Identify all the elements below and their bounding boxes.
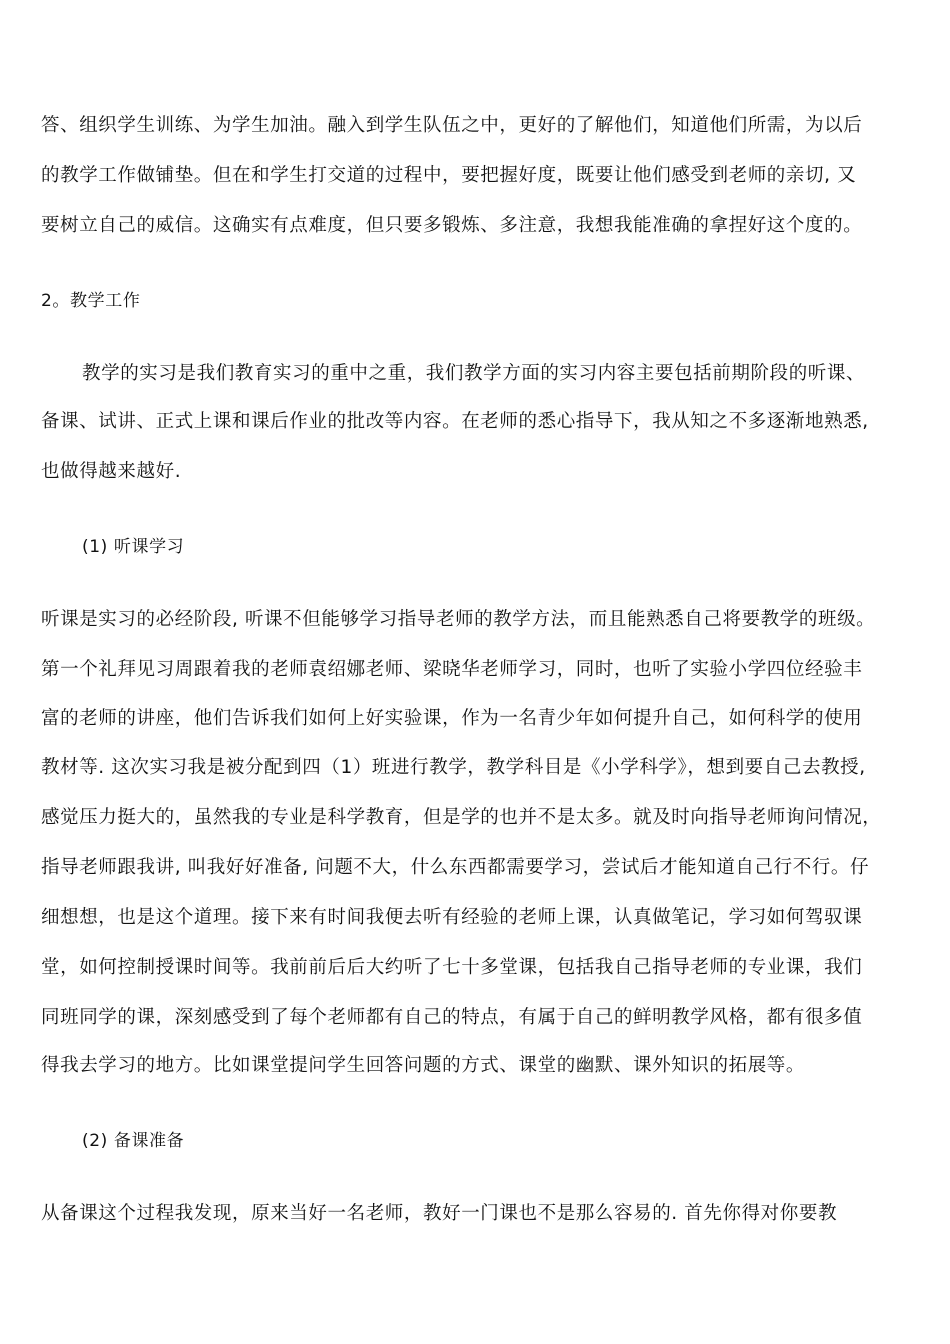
paragraph-line: 听课是实习的必经阶段, 听课不但能够学习指导老师的教学方法，而且能熟悉自己将要教学的班级。 bbox=[41, 609, 876, 630]
sub-heading: (1) 听课学习 bbox=[82, 537, 185, 557]
paragraph-line: 同班同学的课，深刻感受到了每个老师都有自己的特点，有属于自己的鲜明教学风格，都有很多值 bbox=[41, 1007, 863, 1028]
paragraph-line: 得我去学习的地方。比如课堂提问学生回答问题的方式、课堂的幽默、课外知识的拓展等。 bbox=[41, 1055, 806, 1076]
paragraph-line: 第一个礼拜见习周跟着我的老师袁绍娜老师、梁晓华老师学习，同时，也听了实验小学四位经验丰 bbox=[41, 659, 863, 680]
paragraph-line: 从备课这个过程我发现，原来当好一名老师，教好一门课也不是那么容易的. 首先你得对你要教 bbox=[41, 1203, 838, 1224]
paragraph-line: 也做得越来越好. bbox=[41, 461, 182, 482]
sub-heading: (2) 备课准备 bbox=[82, 1131, 185, 1151]
paragraph-line: 细想想，也是这个道理。接下来有时间我便去听有经验的老师上课，认真做笔记，学习如何驾驭课 bbox=[41, 907, 863, 928]
paragraph-line: 堂，如何控制授课时间等。我前前后后大约听了七十多堂课，包括我自己指导老师的专业课，我们 bbox=[41, 957, 863, 978]
paragraph-line: 感觉压力挺大的，虽然我的专业是科学教育，但是学的也并不是太多。就及时向指导老师询问情况， bbox=[41, 807, 882, 828]
paragraph-line: 指导老师跟我讲, 叫我好好准备, 问题不大，什么东西都需要学习，尝试后才能知道自己行不行。仔 bbox=[41, 857, 870, 878]
paragraph-line: 要树立自己的威信。这确实有点难度，但只要多锻炼、多注意，我想我能准确的拿捏好这个度的。 bbox=[41, 215, 863, 236]
paragraph-line: 的教学工作做铺垫。但在和学生打交道的过程中，要把握好度，既要让他们感受到老师的亲切, 又 bbox=[41, 165, 857, 186]
section-heading: 2。教学工作 bbox=[41, 291, 141, 311]
paragraph-line: 教学的实习是我们教育实习的重中之重，我们教学方面的实习内容主要包括前期阶段的听课、 bbox=[82, 363, 866, 384]
paragraph-line: 答、组织学生训练、为学生加油。融入到学生队伍之中，更好的了解他们，知道他们所需，为以后 bbox=[41, 115, 863, 136]
paragraph-line: 教材等. 这次实习我是被分配到四（1）班进行教学，教学科目是《小学科学》，想到要自己去教授, bbox=[41, 757, 866, 778]
paragraph-line: 备课、试讲、正式上课和课后作业的批改等内容。在老师的悉心指导下，我从知之不多逐渐地熟悉, bbox=[41, 411, 869, 432]
paragraph-line: 富的老师的讲座，他们告诉我们如何上好实验课，作为一名青少年如何提升自己，如何科学的使用 bbox=[41, 708, 863, 729]
